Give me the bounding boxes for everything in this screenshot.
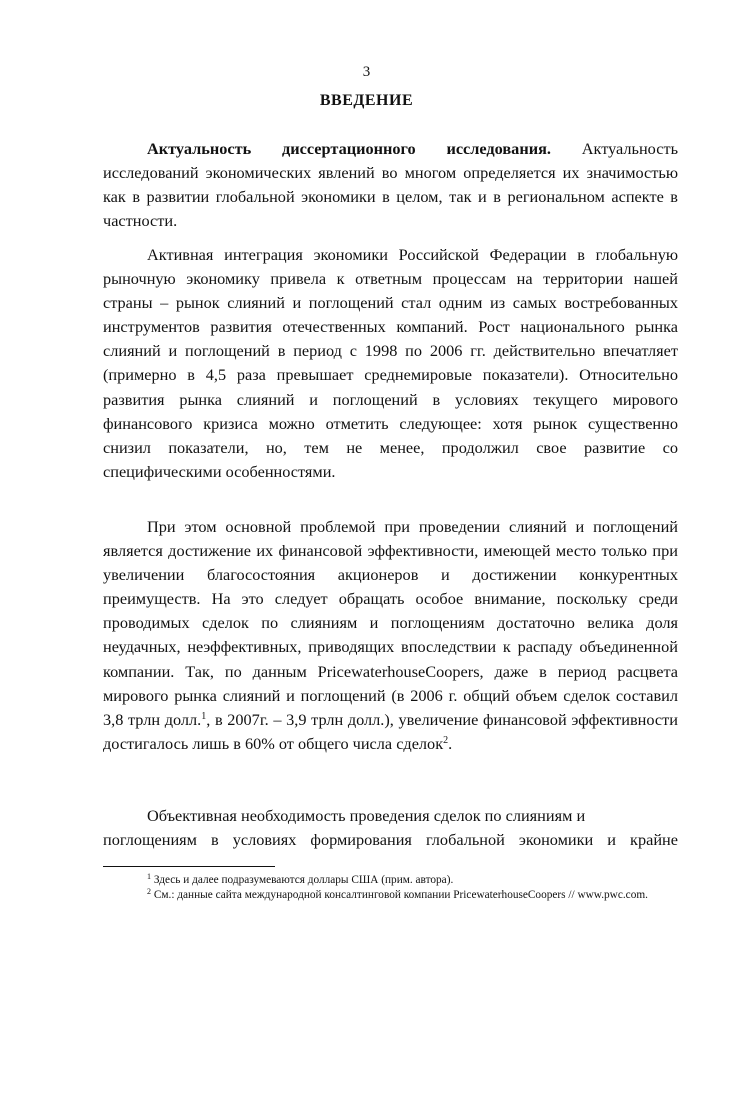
paragraph-text-part1: При этом основной проблемой при проведении слияний и поглощений является достижение их финансовой эффективности, имеющей место только при увеличении благосостояния акционеров и достижении конкурентных преимуществ. На это следует обращать особое внимание, поскольку среди проводимых сделок по слияниям и поглощениям достаточно велика доля неудачных, неэффективных, приводящих впоследствии к распаду объединенной компании. Так, по данным PricewaterhouseCoopers, даже в период расцвета мирового рынка слияний и поглощений (в 2006 г. общий объем сделок составил 3,8 трлн долл. [103, 517, 678, 729]
footnotes [103, 873, 678, 902]
footnote-mark: 1 [147, 872, 151, 881]
footnote-1 [103, 873, 678, 888]
paragraph-integration: Активная интеграция экономики Российской Федерации в глобальную рыночную экономику привела к ответным процессам на территории нашей страны – рынок слияний и поглощений стал одним из самых востребованных инструментов развития отечественных компаний. Рост национального рынка слияний и поглощений в период с 1998 по 2006 гг. действительно впечатляет (примерно в 4,5 раза превышает среднемировые показатели). Относительно развития рынка слияний и поглощений в условиях текущего мирового финансового кризиса можно отметить следующее: хотя рынок существенно снизил показатели, но, тем не менее, продолжил свое развитие со специфическими особенностями. [103, 245, 678, 481]
page-title: ВВЕДЕНИЕ [319, 92, 414, 109]
page-number: 3 [362, 64, 371, 80]
paragraph-text-part3: . [448, 733, 453, 753]
paragraph-bold-lead: Актуальность диссертационного исследования. [147, 139, 551, 158]
paragraph-relevance [103, 137, 678, 233]
footnote-divider [103, 866, 275, 867]
footnote-ref-2: 2 [443, 734, 449, 746]
paragraph-text: Актуальность исследований экономических явлений во многом определяется их значимостью как в развитии глобальной экономики в целом, так и в региональном аспекте в частности. [103, 139, 678, 231]
paragraph-text-part2: , в 2007г. – 3,9 трлн долл.), увеличение финансовой эффективности достигалось лишь в 60% от общего числа сделок [103, 709, 678, 753]
paragraph-necessity-line2: поглощениям в условиях формирования глобальной экономики и крайне [103, 830, 678, 849]
paragraph-necessity-line1: Объективная необходимость проведения сделок по слияниям и [147, 806, 586, 825]
footnote-ref-1: 1 [201, 710, 207, 722]
footnote-text: См.: данные сайта международной консалтинговой компании PricewaterhouseCoopers // www.pwc.com. [151, 888, 648, 901]
paragraph-efficiency [103, 515, 678, 756]
footnote-mark: 2 [147, 886, 151, 896]
footnote-text: Здесь и далее подразумеваются доллары США (прим. автора). [151, 874, 454, 886]
footnote-2 [103, 888, 678, 903]
